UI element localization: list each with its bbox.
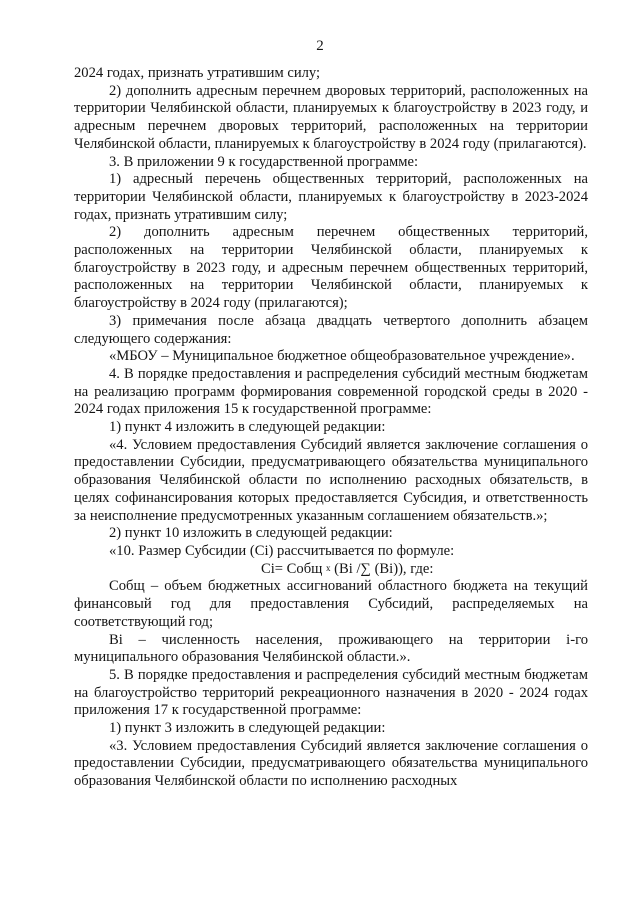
paragraph: 1) пункт 4 изложить в следующей редакции:: [109, 419, 386, 436]
paragraph: 2) дополнить адресным перечнем общественных территорий, расположенных на территории Челябинской области, планируемых к благоустройству в 2023 году, и адресным перечнем общественных территорий, расположенных на территории Челябинской области, планируемых к благоустройству в 2024 году (прилагаются);: [74, 224, 588, 312]
formula-right: (Вi /∑ (Вi)), где:: [330, 560, 434, 577]
paragraph: «4. Условием предоставления Субсидий является заключение соглашения о предоставлении Субсидии, предусматривающего обязательства муниципального образования Челябинской области по исполнению расходных обязательств, в целях софинансирования которых предоставляется Субсидия, и ответственность за неисполнение предусмотренных указанным соглашением обязательств.»;: [74, 436, 588, 524]
paragraph: 5. В порядке предоставления и распределения субсидий местным бюджетам на благоустройство территорий рекреационного назначения в 2020 - 2024 годах приложения 17 к государственной программе:: [74, 666, 588, 719]
paragraph: 3) примечания после абзаца двадцать четвертого дополнить абзацем следующего содержания:: [74, 312, 588, 347]
paragraph: 2) пункт 10 изложить в следующей редакции:: [109, 525, 393, 542]
paragraph: «10. Размер Субсидии (Сi) рассчитывается по формуле:: [109, 542, 455, 559]
paragraph: 2024 годах, признать утратившим силу;: [74, 65, 321, 81]
page-number: 2: [316, 38, 324, 54]
paragraph: 3. В приложении 9 к государственной программе:: [109, 153, 419, 170]
paragraph: 1) пункт 3 изложить в следующей редакции:: [109, 720, 386, 737]
document-body: [74, 65, 588, 791]
formula-multiply-sign: x: [326, 562, 331, 573]
paragraph: Cобщ – объем бюджетных ассигнований областного бюджета на текущий финансовый год для предоставления Субсидий, распределяемых на соответствующий год;: [74, 578, 588, 630]
paragraph: Вi – численность населения, проживающего на территории i-го муниципального образования Челябинской области.».: [74, 631, 588, 666]
paragraph: 1) адресный перечень общественных территорий, расположенных на территории Челябинской области, планируемых к благоустройству в 2023-2024 годах, признать утратившим силу;: [74, 171, 588, 223]
formula: [74, 561, 588, 579]
formula-left: Сi= Cобщ: [261, 560, 327, 577]
paragraph: «МБОУ – Муниципальное бюджетное общеобразовательное учреждение».: [109, 348, 575, 365]
paragraph: «3. Условием предоставления Субсидий является заключение соглашения о предоставлении Субсидии, предусматривающего обязательства муниципального образования Челябинской области по исполнению расходных: [74, 737, 588, 790]
paragraph: 2) дополнить адресным перечнем дворовых территорий, расположенных на территории Челябинской области, планируемых к благоустройству в 2023 году, и адресным перечнем дворовых территорий, расположенных на территории Челябинской области, планируемых к благоустройству в 2024 году (прилагаются).: [74, 82, 588, 152]
paragraph: 4. В порядке предоставления и распределения субсидий местным бюджетам на реализацию программ формирования современной городской среды в 2020 - 2024 годах приложения 15 к государственной программе:: [74, 365, 588, 418]
